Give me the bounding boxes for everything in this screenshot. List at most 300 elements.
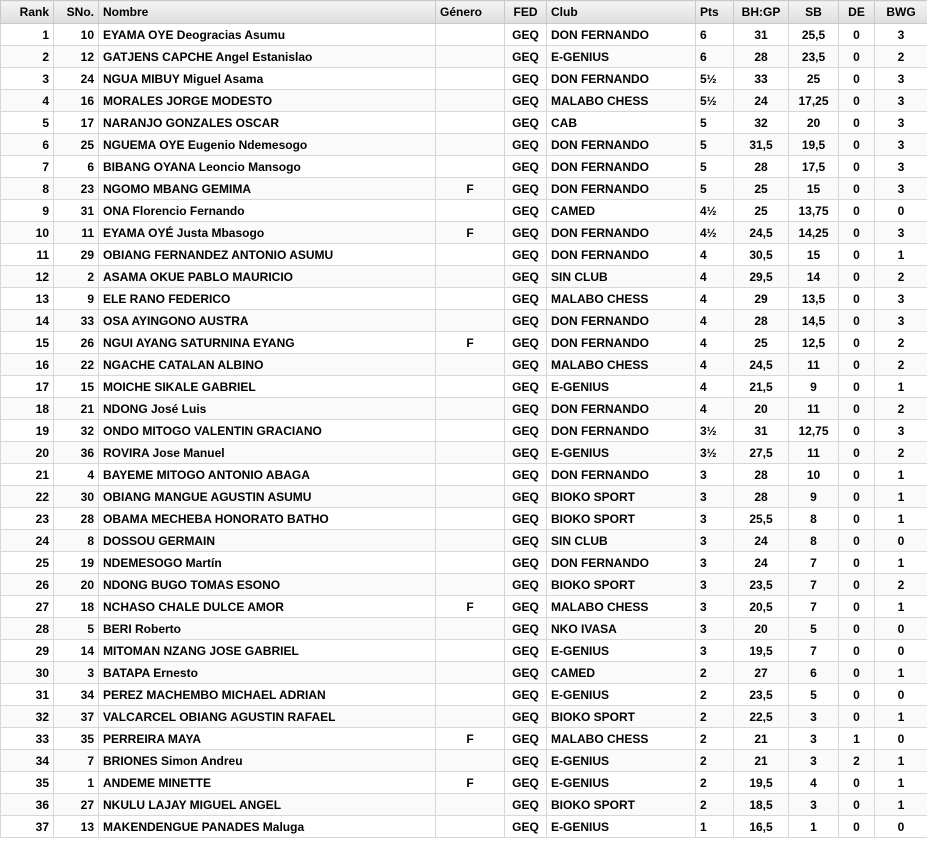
rank-cell: 7 (1, 156, 54, 178)
fed-cell: GEQ (505, 508, 547, 530)
player-name-cell: OSA AYINGONO AUSTRA (99, 310, 436, 332)
club-cell: SIN CLUB (547, 530, 696, 552)
table-row[interactable] (1, 398, 927, 420)
sb-cell: 5 (789, 684, 839, 706)
club-cell: CAB (547, 112, 696, 134)
sb-cell: 11 (789, 354, 839, 376)
col-sno-header[interactable]: SNo. (54, 1, 99, 24)
bhgp-cell: 30,5 (734, 244, 789, 266)
sno-cell: 21 (54, 398, 99, 420)
rank-cell: 30 (1, 662, 54, 684)
sb-cell: 11 (789, 442, 839, 464)
table-row[interactable] (1, 420, 927, 442)
club-cell: E-GENIUS (547, 46, 696, 68)
rank-cell: 22 (1, 486, 54, 508)
sb-cell: 3 (789, 728, 839, 750)
de-cell: 0 (839, 772, 875, 794)
de-cell: 0 (839, 618, 875, 640)
de-cell: 0 (839, 640, 875, 662)
bwg-cell: 1 (875, 772, 927, 794)
gender-cell (436, 310, 505, 332)
sno-cell: 26 (54, 332, 99, 354)
bwg-cell: 0 (875, 640, 927, 662)
col-pts-header[interactable]: Pts (696, 1, 734, 24)
table-row[interactable] (1, 750, 927, 772)
bwg-cell: 0 (875, 618, 927, 640)
points-cell: 3 (696, 618, 734, 640)
rank-cell: 18 (1, 398, 54, 420)
rank-cell: 37 (1, 816, 54, 838)
fed-cell: GEQ (505, 640, 547, 662)
points-cell: 1 (696, 816, 734, 838)
fed-cell: GEQ (505, 178, 547, 200)
sb-cell: 20 (789, 112, 839, 134)
club-cell: DON FERNANDO (547, 420, 696, 442)
points-cell: 4 (696, 376, 734, 398)
table-row[interactable] (1, 706, 927, 728)
sno-cell: 24 (54, 68, 99, 90)
bhgp-cell: 25,5 (734, 508, 789, 530)
rank-cell: 9 (1, 200, 54, 222)
de-cell: 0 (839, 112, 875, 134)
bhgp-cell: 33 (734, 68, 789, 90)
sno-cell: 29 (54, 244, 99, 266)
gender-cell (436, 68, 505, 90)
points-cell: 6 (696, 46, 734, 68)
sno-cell: 13 (54, 816, 99, 838)
bhgp-cell: 28 (734, 46, 789, 68)
points-cell: 2 (696, 706, 734, 728)
points-cell: 4 (696, 244, 734, 266)
table-row[interactable] (1, 178, 927, 200)
table-row[interactable] (1, 24, 927, 46)
club-cell: DON FERNANDO (547, 156, 696, 178)
table-row[interactable] (1, 376, 927, 398)
bhgp-cell: 32 (734, 112, 789, 134)
player-name-cell: OBIANG FERNANDEZ ANTONIO ASUMU (99, 244, 436, 266)
table-row[interactable] (1, 90, 927, 112)
bwg-cell: 1 (875, 794, 927, 816)
de-cell: 0 (839, 794, 875, 816)
sb-cell: 25,5 (789, 24, 839, 46)
col-gender-header[interactable]: Género (436, 1, 505, 24)
table-row[interactable] (1, 442, 927, 464)
sb-cell: 13,75 (789, 200, 839, 222)
club-cell: BIOKO SPORT (547, 508, 696, 530)
club-cell: MALABO CHESS (547, 354, 696, 376)
de-cell: 0 (839, 354, 875, 376)
player-name-cell: OBIANG MANGUE AGUSTIN ASUMU (99, 486, 436, 508)
table-row[interactable] (1, 662, 927, 684)
table-row[interactable] (1, 244, 927, 266)
table-row[interactable] (1, 486, 927, 508)
points-cell: 4½ (696, 222, 734, 244)
sno-cell: 20 (54, 574, 99, 596)
bwg-cell: 0 (875, 728, 927, 750)
table-row[interactable] (1, 794, 927, 816)
bhgp-cell: 19,5 (734, 640, 789, 662)
bwg-cell: 0 (875, 684, 927, 706)
bwg-cell: 1 (875, 662, 927, 684)
sb-cell: 9 (789, 486, 839, 508)
sb-cell: 23,5 (789, 46, 839, 68)
col-fed-header[interactable]: FED (505, 1, 547, 24)
gender-cell (436, 24, 505, 46)
club-cell: BIOKO SPORT (547, 486, 696, 508)
sno-cell: 36 (54, 442, 99, 464)
bwg-cell: 2 (875, 354, 927, 376)
player-name-cell: MAKENDENGUE PANADES Maluga (99, 816, 436, 838)
rank-cell: 31 (1, 684, 54, 706)
table-row[interactable] (1, 530, 927, 552)
bhgp-cell: 20,5 (734, 596, 789, 618)
points-cell: 2 (696, 772, 734, 794)
de-cell: 2 (839, 750, 875, 772)
gender-cell (436, 574, 505, 596)
bhgp-cell: 24,5 (734, 222, 789, 244)
bhgp-cell: 23,5 (734, 574, 789, 596)
bwg-cell: 3 (875, 24, 927, 46)
fed-cell: GEQ (505, 574, 547, 596)
table-row[interactable] (1, 68, 927, 90)
gender-cell (436, 618, 505, 640)
fed-cell: GEQ (505, 398, 547, 420)
sb-cell: 3 (789, 750, 839, 772)
bhgp-cell: 28 (734, 486, 789, 508)
player-name-cell: GATJENS CAPCHE Angel Estanislao (99, 46, 436, 68)
gender-cell: F (436, 728, 505, 750)
player-name-cell: NGACHE CATALAN ALBINO (99, 354, 436, 376)
bwg-cell: 1 (875, 486, 927, 508)
sb-cell: 3 (789, 794, 839, 816)
player-name-cell: NARANJO GONZALES OSCAR (99, 112, 436, 134)
sb-cell: 6 (789, 662, 839, 684)
sno-cell: 10 (54, 24, 99, 46)
sb-cell: 4 (789, 772, 839, 794)
sb-cell: 12,5 (789, 332, 839, 354)
points-cell: 3 (696, 486, 734, 508)
fed-cell: GEQ (505, 354, 547, 376)
bhgp-cell: 22,5 (734, 706, 789, 728)
gender-cell (436, 640, 505, 662)
club-cell: DON FERNANDO (547, 178, 696, 200)
club-cell: DON FERNANDO (547, 464, 696, 486)
player-name-cell: MOICHE SIKALE GABRIEL (99, 376, 436, 398)
gender-cell (436, 750, 505, 772)
table-row[interactable] (1, 508, 927, 530)
gender-cell: F (436, 222, 505, 244)
table-row[interactable] (1, 596, 927, 618)
col-name-header[interactable]: Nombre (99, 1, 436, 24)
bhgp-cell: 24 (734, 552, 789, 574)
sb-cell: 15 (789, 244, 839, 266)
sno-cell: 30 (54, 486, 99, 508)
de-cell: 0 (839, 574, 875, 596)
bwg-cell: 1 (875, 244, 927, 266)
col-rank-header[interactable]: Rank (1, 1, 54, 24)
rank-cell: 29 (1, 640, 54, 662)
bwg-cell: 2 (875, 46, 927, 68)
table-row[interactable] (1, 728, 927, 750)
club-cell: E-GENIUS (547, 772, 696, 794)
col-bhgp-header[interactable]: BH:GP (734, 1, 789, 24)
rank-cell: 34 (1, 750, 54, 772)
de-cell: 0 (839, 398, 875, 420)
de-cell: 0 (839, 178, 875, 200)
points-cell: 3 (696, 508, 734, 530)
fed-cell: GEQ (505, 90, 547, 112)
fed-cell: GEQ (505, 244, 547, 266)
sno-cell: 9 (54, 288, 99, 310)
club-cell: E-GENIUS (547, 816, 696, 838)
de-cell: 0 (839, 552, 875, 574)
sno-cell: 28 (54, 508, 99, 530)
table-row[interactable] (1, 134, 927, 156)
points-cell: 2 (696, 728, 734, 750)
sb-cell: 14,5 (789, 310, 839, 332)
fed-cell: GEQ (505, 420, 547, 442)
de-cell: 0 (839, 662, 875, 684)
gender-cell (436, 200, 505, 222)
bwg-cell: 3 (875, 134, 927, 156)
sno-cell: 23 (54, 178, 99, 200)
bhgp-cell: 20 (734, 398, 789, 420)
bhgp-cell: 24,5 (734, 354, 789, 376)
bwg-cell: 3 (875, 178, 927, 200)
fed-cell: GEQ (505, 134, 547, 156)
rank-cell: 36 (1, 794, 54, 816)
bhgp-cell: 18,5 (734, 794, 789, 816)
fed-cell: GEQ (505, 706, 547, 728)
de-cell: 0 (839, 90, 875, 112)
de-cell: 0 (839, 288, 875, 310)
de-cell: 0 (839, 706, 875, 728)
points-cell: 2 (696, 662, 734, 684)
sno-cell: 37 (54, 706, 99, 728)
fed-cell: GEQ (505, 222, 547, 244)
points-cell: 3½ (696, 442, 734, 464)
de-cell: 0 (839, 420, 875, 442)
header-row (1, 1, 927, 24)
de-cell: 0 (839, 222, 875, 244)
de-cell: 0 (839, 486, 875, 508)
bhgp-cell: 27,5 (734, 442, 789, 464)
club-cell: E-GENIUS (547, 684, 696, 706)
fed-cell: GEQ (505, 530, 547, 552)
rank-cell: 13 (1, 288, 54, 310)
de-cell: 0 (839, 244, 875, 266)
points-cell: 3 (696, 640, 734, 662)
rank-cell: 8 (1, 178, 54, 200)
gender-cell (436, 266, 505, 288)
player-name-cell: MORALES JORGE MODESTO (99, 90, 436, 112)
table-row[interactable] (1, 816, 927, 838)
player-name-cell: MITOMAN NZANG JOSE GABRIEL (99, 640, 436, 662)
sno-cell: 27 (54, 794, 99, 816)
points-cell: 2 (696, 684, 734, 706)
rank-cell: 26 (1, 574, 54, 596)
de-cell: 0 (839, 684, 875, 706)
col-club-header[interactable]: Club (547, 1, 696, 24)
table-row[interactable] (1, 772, 927, 794)
de-cell: 0 (839, 816, 875, 838)
table-row[interactable] (1, 112, 927, 134)
club-cell: BIOKO SPORT (547, 574, 696, 596)
rank-cell: 24 (1, 530, 54, 552)
player-name-cell: NKULU LAJAY MIGUEL ANGEL (99, 794, 436, 816)
de-cell: 0 (839, 200, 875, 222)
rank-cell: 32 (1, 706, 54, 728)
rank-cell: 23 (1, 508, 54, 530)
bwg-cell: 1 (875, 750, 927, 772)
player-name-cell: BERI Roberto (99, 618, 436, 640)
sb-cell: 13,5 (789, 288, 839, 310)
club-cell: E-GENIUS (547, 442, 696, 464)
fed-cell: GEQ (505, 46, 547, 68)
fed-cell: GEQ (505, 596, 547, 618)
bhgp-cell: 28 (734, 310, 789, 332)
gender-cell (436, 816, 505, 838)
sno-cell: 15 (54, 376, 99, 398)
sno-cell: 22 (54, 354, 99, 376)
gender-cell (436, 244, 505, 266)
sno-cell: 1 (54, 772, 99, 794)
table-row[interactable] (1, 684, 927, 706)
gender-cell (436, 662, 505, 684)
club-cell: DON FERNANDO (547, 244, 696, 266)
table-row[interactable] (1, 464, 927, 486)
bwg-cell: 0 (875, 200, 927, 222)
de-cell: 0 (839, 68, 875, 90)
fed-cell: GEQ (505, 200, 547, 222)
gender-cell: F (436, 178, 505, 200)
rank-cell: 2 (1, 46, 54, 68)
fed-cell: GEQ (505, 750, 547, 772)
bhgp-cell: 21,5 (734, 376, 789, 398)
table-row[interactable] (1, 222, 927, 244)
bwg-cell: 2 (875, 442, 927, 464)
points-cell: 5½ (696, 68, 734, 90)
sb-cell: 25 (789, 68, 839, 90)
rank-cell: 15 (1, 332, 54, 354)
bwg-cell: 2 (875, 398, 927, 420)
bwg-cell: 3 (875, 288, 927, 310)
club-cell: MALABO CHESS (547, 596, 696, 618)
gender-cell (436, 684, 505, 706)
points-cell: 3 (696, 464, 734, 486)
de-cell: 0 (839, 464, 875, 486)
sno-cell: 6 (54, 156, 99, 178)
de-cell: 0 (839, 266, 875, 288)
table-row[interactable] (1, 200, 927, 222)
bwg-cell: 2 (875, 266, 927, 288)
sno-cell: 7 (54, 750, 99, 772)
points-cell: 5 (696, 134, 734, 156)
rank-cell: 27 (1, 596, 54, 618)
table-body (1, 24, 927, 838)
points-cell: 4½ (696, 200, 734, 222)
table-row[interactable] (1, 552, 927, 574)
table-row[interactable] (1, 266, 927, 288)
table-row[interactable] (1, 618, 927, 640)
rank-cell: 5 (1, 112, 54, 134)
de-cell: 0 (839, 332, 875, 354)
sb-cell: 17,5 (789, 156, 839, 178)
sb-cell: 17,25 (789, 90, 839, 112)
player-name-cell: VALCARCEL OBIANG AGUSTIN RAFAEL (99, 706, 436, 728)
club-cell: DON FERNANDO (547, 332, 696, 354)
de-cell: 0 (839, 596, 875, 618)
bwg-cell: 1 (875, 706, 927, 728)
de-cell: 0 (839, 310, 875, 332)
sb-cell: 7 (789, 640, 839, 662)
player-name-cell: PEREZ MACHEMBO MICHAEL ADRIAN (99, 684, 436, 706)
table-row[interactable] (1, 354, 927, 376)
club-cell: BIOKO SPORT (547, 706, 696, 728)
sb-cell: 9 (789, 376, 839, 398)
player-name-cell: DOSSOU GERMAIN (99, 530, 436, 552)
gender-cell (436, 156, 505, 178)
de-cell: 0 (839, 508, 875, 530)
club-cell: MALABO CHESS (547, 728, 696, 750)
rank-cell: 16 (1, 354, 54, 376)
table-row[interactable] (1, 46, 927, 68)
rank-cell: 35 (1, 772, 54, 794)
points-cell: 3½ (696, 420, 734, 442)
fed-cell: GEQ (505, 684, 547, 706)
sb-cell: 14 (789, 266, 839, 288)
table-row[interactable] (1, 310, 927, 332)
player-name-cell: NGUI AYANG SATURNINA EYANG (99, 332, 436, 354)
club-cell: CAMED (547, 662, 696, 684)
player-name-cell: EYAMA OYE Deogracias Asumu (99, 24, 436, 46)
club-cell: DON FERNANDO (547, 134, 696, 156)
fed-cell: GEQ (505, 772, 547, 794)
fed-cell: GEQ (505, 618, 547, 640)
sb-cell: 7 (789, 552, 839, 574)
de-cell: 0 (839, 530, 875, 552)
table-row[interactable] (1, 574, 927, 596)
de-cell: 0 (839, 442, 875, 464)
points-cell: 3 (696, 574, 734, 596)
bhgp-cell: 24 (734, 90, 789, 112)
points-cell: 3 (696, 530, 734, 552)
col-sb-header[interactable]: SB (789, 1, 839, 24)
table-row[interactable] (1, 288, 927, 310)
col-bwg-header[interactable]: BWG (875, 1, 927, 24)
club-cell: NKO IVASA (547, 618, 696, 640)
bwg-cell: 2 (875, 574, 927, 596)
bwg-cell: 1 (875, 552, 927, 574)
col-de-header[interactable]: DE (839, 1, 875, 24)
points-cell: 4 (696, 266, 734, 288)
sno-cell: 32 (54, 420, 99, 442)
player-name-cell: EYAMA OYÉ Justa Mbasogo (99, 222, 436, 244)
fed-cell: GEQ (505, 816, 547, 838)
player-name-cell: NDONG José Luis (99, 398, 436, 420)
sb-cell: 7 (789, 596, 839, 618)
points-cell: 3 (696, 552, 734, 574)
player-name-cell: NGOMO MBANG GEMIMA (99, 178, 436, 200)
table-row[interactable] (1, 156, 927, 178)
table-row[interactable] (1, 640, 927, 662)
player-name-cell: BATAPA Ernesto (99, 662, 436, 684)
table-row[interactable] (1, 332, 927, 354)
sno-cell: 17 (54, 112, 99, 134)
fed-cell: GEQ (505, 156, 547, 178)
club-cell: SIN CLUB (547, 266, 696, 288)
bwg-cell: 0 (875, 530, 927, 552)
